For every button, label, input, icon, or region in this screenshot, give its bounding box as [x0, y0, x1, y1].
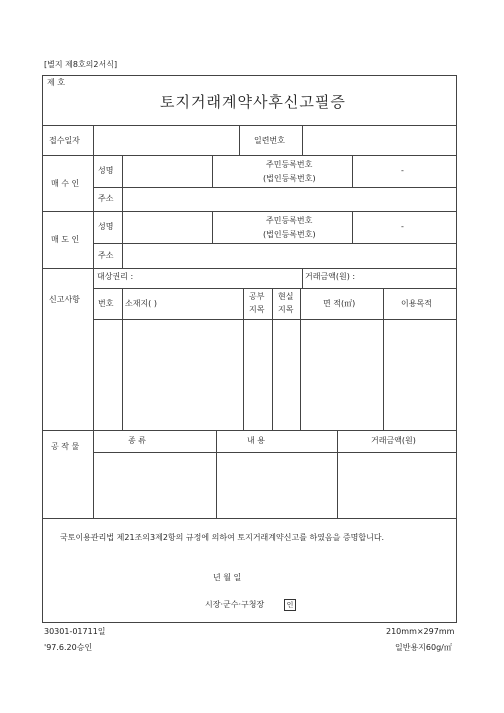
buyer-resident-no-dash: -	[401, 166, 404, 175]
structures-label: 공 작 물	[51, 442, 80, 451]
report-entries-area[interactable]	[95, 321, 455, 428]
receipt-date-field[interactable]	[95, 127, 237, 153]
col-location: 소재지( )	[125, 299, 157, 308]
receipt-date-label: 접수일자	[49, 136, 80, 145]
paper-size: 210mm×297mm	[386, 627, 455, 636]
form-reference: [별지 제8호의2서식]	[44, 60, 118, 69]
date-line: 년 월 일	[213, 573, 242, 582]
certification-text: 국토이용관리법 제21조의3제2항의 규정에 의하여 토지거래계약신고를 하였음을 증명합니다.	[60, 533, 385, 542]
col-public-category-2: 지목	[249, 305, 265, 314]
form-title: 토지거래계약사후신고필증	[160, 93, 346, 111]
seller-name-label: 성명	[98, 222, 114, 231]
issuer: 시장·군수·구청장	[205, 600, 265, 609]
seller-resident-no-label: 주민등록번호	[266, 216, 313, 225]
seller-address-label: 주소	[98, 251, 114, 260]
right-label: 대상권리 :	[97, 272, 134, 281]
struct-kind-header: 종 류	[128, 436, 146, 445]
seller-address-field[interactable]	[124, 245, 455, 266]
seal-mark: 인	[284, 599, 296, 611]
col-public-category-1: 공부	[249, 292, 265, 301]
col-actual-category-1: 현실	[278, 292, 294, 301]
buyer-address-label: 주소	[98, 194, 114, 203]
approval-date: '97.6.20승인	[44, 643, 93, 652]
buyer-label: 매 수 인	[51, 179, 80, 188]
col-purpose: 이용목적	[401, 299, 432, 308]
col-actual-category-2: 지목	[278, 305, 294, 314]
col-area: 면 적(㎡)	[323, 299, 356, 308]
struct-entries-area[interactable]	[95, 454, 455, 516]
seller-label: 매 도 인	[51, 235, 80, 244]
buyer-name-label: 성명	[98, 166, 114, 175]
seller-name-field[interactable]	[124, 213, 210, 241]
struct-amount-header: 거래금액(원)	[371, 436, 416, 445]
seller-corp-no-label: (법인등록번호)	[263, 230, 316, 239]
amount-label: 거래금액(원) :	[305, 272, 356, 281]
col-no: 번호	[98, 299, 114, 308]
serial-no-field[interactable]	[304, 127, 455, 153]
buyer-corp-no-label: (법인등록번호)	[263, 174, 316, 183]
struct-content-header: 내 용	[247, 436, 265, 445]
paper-type: 일반용지60g/㎡	[395, 643, 452, 652]
buyer-name-field[interactable]	[124, 157, 210, 185]
serial-no-label: 일련번호	[254, 136, 285, 145]
report-label: 신고사항	[49, 295, 80, 304]
seller-resident-no-dash: -	[401, 222, 404, 231]
buyer-resident-no-label: 주민등록번호	[266, 160, 313, 169]
number-label: 제 호	[47, 78, 65, 87]
buyer-address-field[interactable]	[124, 189, 455, 209]
doc-code: 30301-01711일	[44, 627, 106, 636]
